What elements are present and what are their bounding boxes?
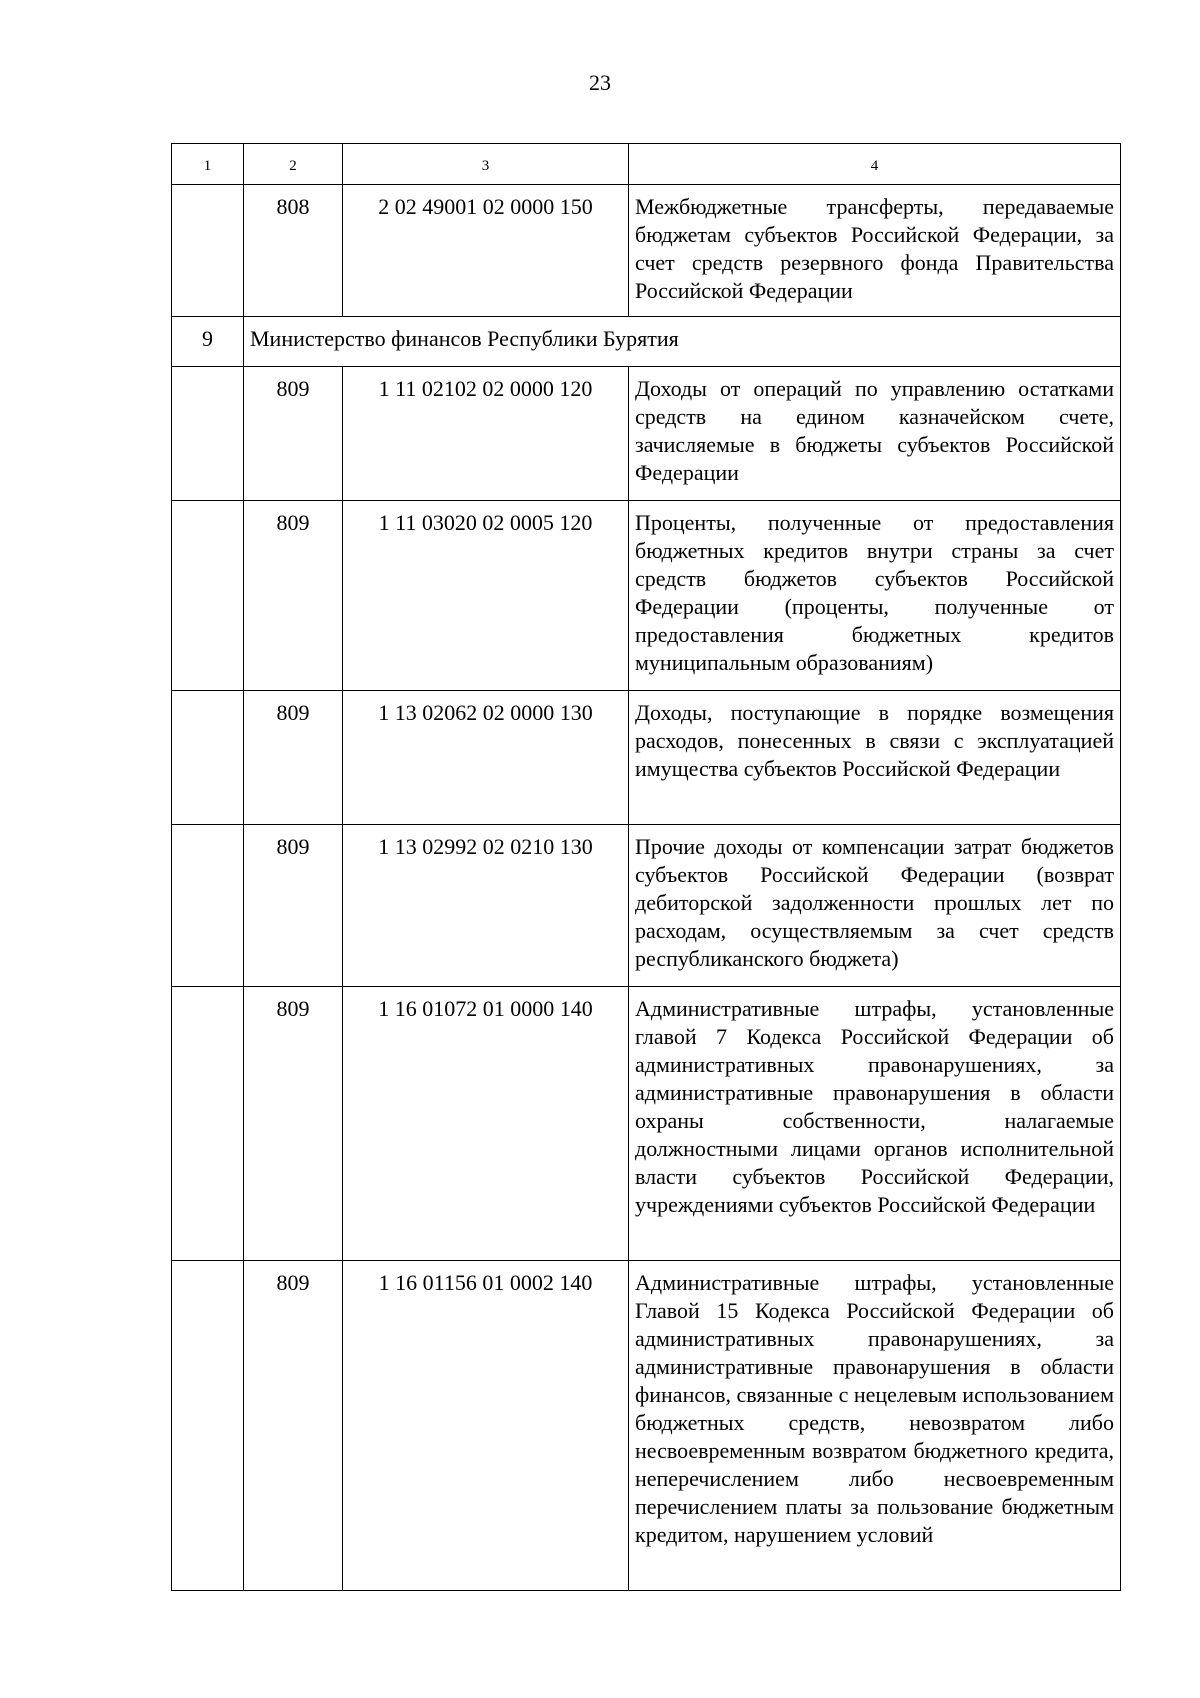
group-row [172,317,1121,367]
budget-code-cell: 1 16 01156 01 0002 140 [343,1261,629,1591]
description-cell: Административные штрафы, установленные главой 7 Кодекса Российской Федерации об административных правонарушениях, за административные правонарушения в области охраны собственности, налагаемые должностными лицами органов исполнительной власти субъектов Российской Федерации, учреждениями субъектов Российской Федерации [629,987,1121,1261]
budget-code-cell: 1 11 02102 02 0000 120 [343,367,629,501]
admin-code-cell: 808 [244,185,343,317]
description-cell: Межбюджетные трансферты, передаваемые бюджетам субъектов Российской Федерации, за счет средств резервного фонда Правительства Российской Федерации [629,185,1121,317]
row-number-cell [172,367,244,501]
description-cell: Доходы, поступающие в порядке возмещения расходов, понесенных в связи с эксплуатацией имущества субъектов Российской Федерации [629,691,1121,825]
row-number-cell [172,501,244,691]
table-row [172,1261,1121,1591]
row-number-cell [172,185,244,317]
admin-code-cell: 809 [244,987,343,1261]
row-number-cell [172,987,244,1261]
group-number: 9 [172,317,244,367]
budget-code-cell: 1 11 03020 02 0005 120 [343,501,629,691]
table-row [172,691,1121,825]
table-row [172,987,1121,1261]
budget-code-cell: 1 13 02992 02 0210 130 [343,825,629,987]
row-number-cell [172,691,244,825]
row-number-cell [172,825,244,987]
table-row [172,367,1121,501]
table-row [172,825,1121,987]
table-row [172,501,1121,691]
admin-code-cell: 809 [244,501,343,691]
admin-code-cell: 809 [244,825,343,987]
budget-code-cell: 2 02 49001 02 0000 150 [343,185,629,317]
group-name: Министерство финансов Республики Бурятия [244,317,1121,367]
header-col-1: 1 [172,144,244,185]
description-cell: Административные штрафы, установленные Главой 15 Кодекса Российской Федерации об административных правонарушениях, за административные правонарушения в области финансов, связанные с нецелевым использованием бюджетных средств, невозвратом либо несвоевременным возвратом бюджетного кредита, неперечислением либо несвоевременным перечислением платы за пользование бюджетным кредитом, нарушением условий [629,1261,1121,1591]
revenue-codes-table [171,143,1121,1591]
budget-code-cell: 1 16 01072 01 0000 140 [343,987,629,1261]
admin-code-cell: 809 [244,367,343,501]
description-cell: Доходы от операций по управлению остатками средств на едином казначейском счете, зачисляемые в бюджеты субъектов Российской Федерации [629,367,1121,501]
table-header-row [172,144,1121,185]
description-cell: Проценты, полученные от предоставления бюджетных кредитов внутри страны за счет средств бюджетов субъектов Российской Федерации (проценты, полученные от предоставления бюджетных кредитов муниципальным образованиям) [629,501,1121,691]
budget-code-cell: 1 13 02062 02 0000 130 [343,691,629,825]
description-cell: Прочие доходы от компенсации затрат бюджетов субъектов Российской Федерации (возврат дебиторской задолженности прошлых лет по расходам, осуществляемым за счет средств республиканского бюджета) [629,825,1121,987]
header-col-4: 4 [629,144,1121,185]
admin-code-cell: 809 [244,691,343,825]
table-row [172,185,1121,317]
row-number-cell [172,1261,244,1591]
page-number: 23 [589,70,611,95]
admin-code-cell: 809 [244,1261,343,1591]
header-col-2: 2 [244,144,343,185]
header-col-3: 3 [343,144,629,185]
